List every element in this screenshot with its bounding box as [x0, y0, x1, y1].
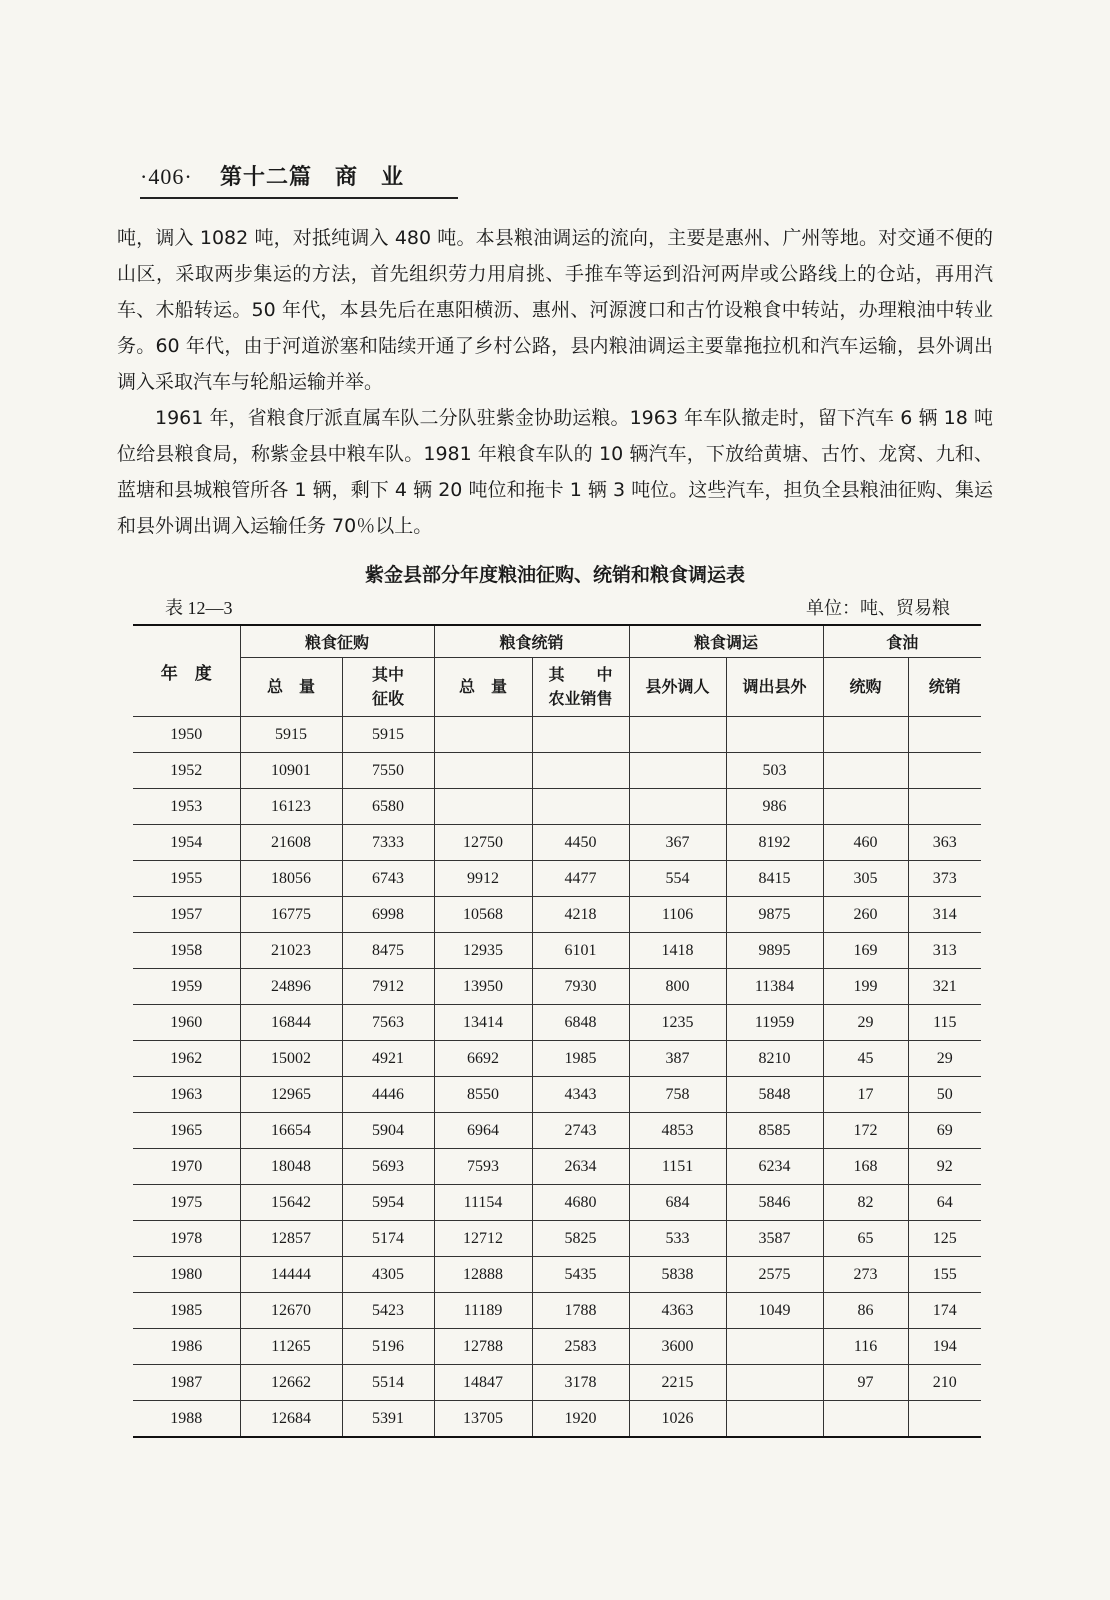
table-row [133, 1221, 981, 1257]
table-cell: 460 [823, 825, 908, 861]
table-cell: 64 [908, 1185, 981, 1221]
table-unit: 单位：吨、贸易粮 [806, 598, 950, 618]
table-cell: 7593 [434, 1149, 532, 1185]
table-cell [629, 717, 726, 753]
table-cell: 168 [823, 1149, 908, 1185]
table-cell: 97 [823, 1365, 908, 1401]
table-row [133, 1185, 981, 1221]
year-cell: 1978 [133, 1221, 240, 1257]
table-cell: 5848 [726, 1077, 823, 1113]
table-cell: 2215 [629, 1365, 726, 1401]
table-cell: 6101 [532, 933, 629, 969]
table-cell: 115 [908, 1005, 981, 1041]
table-cell: 5514 [342, 1365, 434, 1401]
table-cell: 24896 [240, 969, 342, 1005]
table-cell [434, 753, 532, 789]
table-cell: 12857 [240, 1221, 342, 1257]
table-cell: 4853 [629, 1113, 726, 1149]
table-cell: 12888 [434, 1257, 532, 1293]
table-cell [908, 1401, 981, 1438]
table-cell: 1049 [726, 1293, 823, 1329]
table-cell: 4363 [629, 1293, 726, 1329]
table-cell [908, 789, 981, 825]
table-cell: 8192 [726, 825, 823, 861]
table-cell: 5423 [342, 1293, 434, 1329]
table-cell: 5825 [532, 1221, 629, 1257]
table-cell [726, 1329, 823, 1365]
table-cell: 305 [823, 861, 908, 897]
table-cell: 14444 [240, 1257, 342, 1293]
body-text [117, 220, 993, 544]
table-row [133, 1401, 981, 1438]
table-row [133, 1365, 981, 1401]
table-cell: 2583 [532, 1329, 629, 1365]
table-cell: 5915 [240, 717, 342, 753]
table-cell: 1788 [532, 1293, 629, 1329]
table-cell: 1026 [629, 1401, 726, 1438]
table-cell: 6692 [434, 1041, 532, 1077]
table-cell: 4921 [342, 1041, 434, 1077]
table-row [133, 1257, 981, 1293]
table-cell: 50 [908, 1077, 981, 1113]
table-cell: 1418 [629, 933, 726, 969]
table-cell: 8475 [342, 933, 434, 969]
table-cell [532, 753, 629, 789]
table-cell [532, 717, 629, 753]
table-cell: 373 [908, 861, 981, 897]
table-cell: 10901 [240, 753, 342, 789]
table-cell: 86 [823, 1293, 908, 1329]
table-cell: 92 [908, 1149, 981, 1185]
year-cell: 1952 [133, 753, 240, 789]
table-cell: 4343 [532, 1077, 629, 1113]
group-header: 粮食征购 [240, 625, 434, 658]
year-cell: 1987 [133, 1365, 240, 1401]
table-cell: 7333 [342, 825, 434, 861]
table-cell [823, 789, 908, 825]
table-cell [823, 753, 908, 789]
year-cell: 1953 [133, 789, 240, 825]
table-cell: 29 [908, 1041, 981, 1077]
table-cell: 1151 [629, 1149, 726, 1185]
table-row [133, 933, 981, 969]
table-cell: 2575 [726, 1257, 823, 1293]
table-row [133, 969, 981, 1005]
table-cell: 3587 [726, 1221, 823, 1257]
table-cell: 8415 [726, 861, 823, 897]
table-cell: 12684 [240, 1401, 342, 1438]
table-cell: 9875 [726, 897, 823, 933]
paragraph: 1961 年，省粮食厅派直属车队二分队驻紫金协助运粮。1963 年车队撤走时，留下汽车 6 辆 18 吨位给县粮食局，称紫金县中粮车队。1981 年粮食车队的 10 辆汽车，下放给黄塘、古竹、龙窝、九和、蓝塘和县城粮管所各 1 辆，剩下 4 辆 20 吨位和拖卡 1 辆 3 吨位。这些汽车，担负全县粮油征购、集运和县外调出调入运输任务 70％以上。 [117, 407, 993, 537]
table-cell: 4218 [532, 897, 629, 933]
year-cell: 1960 [133, 1005, 240, 1041]
table-cell: 3178 [532, 1365, 629, 1401]
table-cell: 12712 [434, 1221, 532, 1257]
table-cell: 9912 [434, 861, 532, 897]
column-header: 总 量 [240, 658, 342, 717]
year-cell: 1985 [133, 1293, 240, 1329]
group-header: 粮食统销 [434, 625, 629, 658]
table-cell: 21023 [240, 933, 342, 969]
table-cell: 4450 [532, 825, 629, 861]
table-row [133, 1077, 981, 1113]
table-cell: 11265 [240, 1329, 342, 1365]
table-row [133, 1329, 981, 1365]
table-cell: 12670 [240, 1293, 342, 1329]
table-row [133, 1293, 981, 1329]
table-cell: 313 [908, 933, 981, 969]
table-cell: 986 [726, 789, 823, 825]
chapter-title: 第十二篇 商 业 [220, 165, 405, 190]
year-cell: 1986 [133, 1329, 240, 1365]
table-cell [823, 1401, 908, 1438]
table-row [133, 753, 981, 789]
table-cell: 172 [823, 1113, 908, 1149]
table-row [133, 1149, 981, 1185]
table-cell: 7930 [532, 969, 629, 1005]
table-cell: 1235 [629, 1005, 726, 1041]
table-cell [726, 1401, 823, 1438]
table-cell [434, 789, 532, 825]
column-header: 其中 征收 [342, 658, 434, 717]
table-cell: 260 [823, 897, 908, 933]
table-cell: 3600 [629, 1329, 726, 1365]
table-cell: 10568 [434, 897, 532, 933]
table-cell: 684 [629, 1185, 726, 1221]
year-cell: 1980 [133, 1257, 240, 1293]
table-cell: 5904 [342, 1113, 434, 1149]
year-cell: 1950 [133, 717, 240, 753]
table-cell [726, 1365, 823, 1401]
page-header [140, 160, 458, 191]
table-cell: 16654 [240, 1113, 342, 1149]
year-cell: 1975 [133, 1185, 240, 1221]
table-cell: 2634 [532, 1149, 629, 1185]
table-cell [629, 753, 726, 789]
table-cell: 6580 [342, 789, 434, 825]
table-cell: 11959 [726, 1005, 823, 1041]
table-cell: 12662 [240, 1365, 342, 1401]
table-cell: 155 [908, 1257, 981, 1293]
table-cell: 5391 [342, 1401, 434, 1438]
year-cell: 1958 [133, 933, 240, 969]
table-cell: 554 [629, 861, 726, 897]
table-cell: 45 [823, 1041, 908, 1077]
group-header: 粮食调运 [629, 625, 823, 658]
table-cell: 5693 [342, 1149, 434, 1185]
table-cell [434, 717, 532, 753]
table-row [133, 1005, 981, 1041]
table-cell: 800 [629, 969, 726, 1005]
table-row [133, 717, 981, 753]
year-cell: 1955 [133, 861, 240, 897]
table-cell: 17 [823, 1077, 908, 1113]
table-cell: 21608 [240, 825, 342, 861]
table-cell: 7550 [342, 753, 434, 789]
table-title: 紫金县部分年度粮油征购、统销和粮食调运表 [364, 564, 745, 586]
table-cell [908, 753, 981, 789]
table-cell: 65 [823, 1221, 908, 1257]
year-cell: 1963 [133, 1077, 240, 1113]
column-header: 统购 [823, 658, 908, 717]
table-cell: 6964 [434, 1113, 532, 1149]
table-cell: 11384 [726, 969, 823, 1005]
table-cell: 1920 [532, 1401, 629, 1438]
table-cell: 7912 [342, 969, 434, 1005]
table-cell: 16775 [240, 897, 342, 933]
year-cell: 1957 [133, 897, 240, 933]
group-header: 食油 [823, 625, 981, 658]
table-cell: 12965 [240, 1077, 342, 1113]
table-cell: 1985 [532, 1041, 629, 1077]
table-cell: 14847 [434, 1365, 532, 1401]
table-row [133, 1113, 981, 1149]
table-cell: 503 [726, 753, 823, 789]
table-cell: 2743 [532, 1113, 629, 1149]
table-cell: 5838 [629, 1257, 726, 1293]
table-row [133, 861, 981, 897]
table-cell: 6998 [342, 897, 434, 933]
table-cell: 5435 [532, 1257, 629, 1293]
data-table [133, 624, 981, 1438]
table-cell: 18048 [240, 1149, 342, 1185]
table-cell: 5915 [342, 717, 434, 753]
table-cell [532, 789, 629, 825]
table-cell: 16844 [240, 1005, 342, 1041]
year-cell: 1954 [133, 825, 240, 861]
table-cell: 69 [908, 1113, 981, 1149]
table-cell: 12750 [434, 825, 532, 861]
table-cell: 18056 [240, 861, 342, 897]
column-header: 其 中 农业销售 [532, 658, 629, 717]
table-cell: 363 [908, 825, 981, 861]
table-cell [823, 717, 908, 753]
year-cell: 1988 [133, 1401, 240, 1438]
table-cell: 15642 [240, 1185, 342, 1221]
table-cell: 5174 [342, 1221, 434, 1257]
column-header: 县外调人 [629, 658, 726, 717]
table-cell [629, 789, 726, 825]
table-cell: 16123 [240, 789, 342, 825]
table-cell: 13705 [434, 1401, 532, 1438]
table-cell: 314 [908, 897, 981, 933]
table-cell: 13414 [434, 1005, 532, 1041]
column-header: 总 量 [434, 658, 532, 717]
table-cell: 125 [908, 1221, 981, 1257]
table-cell: 194 [908, 1329, 981, 1365]
table-cell [726, 717, 823, 753]
table-cell: 5846 [726, 1185, 823, 1221]
table-cell: 29 [823, 1005, 908, 1041]
header-year: 年 度 [133, 625, 240, 717]
table-cell: 8585 [726, 1113, 823, 1149]
table-cell: 210 [908, 1365, 981, 1401]
table-cell: 11154 [434, 1185, 532, 1221]
table-cell: 1106 [629, 897, 726, 933]
table-cell: 8210 [726, 1041, 823, 1077]
table-cell: 321 [908, 969, 981, 1005]
table-cell: 11189 [434, 1293, 532, 1329]
table-cell: 4680 [532, 1185, 629, 1221]
year-cell: 1962 [133, 1041, 240, 1077]
table-cell: 758 [629, 1077, 726, 1113]
table-cell: 12935 [434, 933, 532, 969]
table-cell: 174 [908, 1293, 981, 1329]
table-cell: 6234 [726, 1149, 823, 1185]
table-cell: 367 [629, 825, 726, 861]
table-cell: 13950 [434, 969, 532, 1005]
table-cell: 82 [823, 1185, 908, 1221]
table-code: 表 12—3 [165, 598, 233, 618]
table-cell: 116 [823, 1329, 908, 1365]
year-cell: 1965 [133, 1113, 240, 1149]
table-cell [908, 717, 981, 753]
year-cell: 1970 [133, 1149, 240, 1185]
table-cell: 387 [629, 1041, 726, 1077]
table-cell: 8550 [434, 1077, 532, 1113]
table-row [133, 1041, 981, 1077]
table-cell: 6743 [342, 861, 434, 897]
table-row [133, 789, 981, 825]
table-cell: 6848 [532, 1005, 629, 1041]
table-cell: 4446 [342, 1077, 434, 1113]
table-cell: 4477 [532, 861, 629, 897]
header-rule [140, 197, 458, 199]
table-cell: 15002 [240, 1041, 342, 1077]
table-row [133, 897, 981, 933]
table-cell: 199 [823, 969, 908, 1005]
table-cell: 4305 [342, 1257, 434, 1293]
page-number: ·406· [140, 164, 193, 189]
column-header: 统销 [908, 658, 981, 717]
table-cell: 533 [629, 1221, 726, 1257]
paragraph: 吨，调入 1082 吨，对抵纯调入 480 吨。本县粮油调运的流向，主要是惠州、广州等地。对交通不便的山区，采取两步集运的方法，首先组织劳力用肩挑、手推车等运到沿河两岸或公路线上的仓站，再用汽车、木船转运。50 年代，本县先后在惠阳横沥、惠州、河源渡口和古竹设粮食中转站，办理粮油中转业务。60 年代，由于河道淤塞和陆续开通了乡村公路，县内粮油调运主要靠拖拉机和汽车运输，县外调出调入采取汽车与轮船运输并举。 [117, 227, 993, 393]
table-cell: 5196 [342, 1329, 434, 1365]
table-cell: 7563 [342, 1005, 434, 1041]
table-cell: 5954 [342, 1185, 434, 1221]
column-header: 调出县外 [726, 658, 823, 717]
table-row [133, 825, 981, 861]
year-cell: 1959 [133, 969, 240, 1005]
table-cell: 9895 [726, 933, 823, 969]
table-cell: 273 [823, 1257, 908, 1293]
table-cell: 169 [823, 933, 908, 969]
table-cell: 12788 [434, 1329, 532, 1365]
